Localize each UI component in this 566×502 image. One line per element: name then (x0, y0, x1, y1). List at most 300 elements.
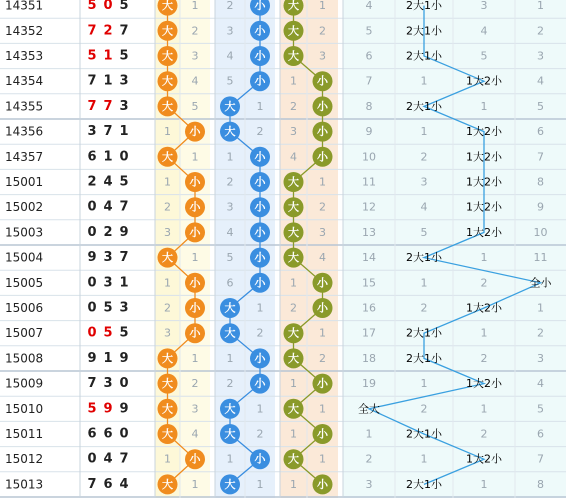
size-pattern-hit: 1大2小 (466, 225, 502, 239)
draw-digit: 1 (119, 124, 129, 140)
issue-number: 14357 (5, 149, 44, 164)
draw-digit: 0 (87, 275, 97, 291)
table-row (5, 225, 129, 240)
size-pattern-miss-count: 8 (537, 477, 544, 491)
size-pattern-miss-count: 1 (480, 477, 488, 491)
size-pattern-miss-count: 3 (420, 175, 428, 189)
size-pattern-hit: 1大2小 (466, 200, 502, 214)
pos1-miss-count: 1 (164, 452, 171, 466)
pos3-miss-count: 2 (290, 99, 297, 113)
size-pattern-miss-count: 2 (420, 150, 428, 164)
size-pattern-hit: 全小 (529, 276, 552, 290)
size-pattern-miss-count: 14 (362, 251, 376, 265)
size-pattern-hit: 2大1小 (406, 477, 442, 491)
draw-digit: 0 (87, 325, 97, 341)
draw-digit: 5 (103, 300, 113, 316)
size-pattern-hit: 2大1小 (406, 427, 442, 441)
draw-digit: 0 (103, 0, 113, 14)
size-pattern-miss-count: 18 (362, 351, 376, 365)
size-pattern-miss-count: 2 (480, 276, 488, 290)
pos1-ball-glyph: 小 (189, 326, 201, 340)
draw-digit: 0 (87, 300, 97, 316)
pos2-miss-count: 3 (226, 200, 234, 214)
size-pattern-miss-count: 1 (480, 402, 488, 416)
pos3-ball-glyph: 大 (288, 49, 299, 63)
draw-digit: 7 (87, 23, 97, 39)
pos2-ball-glyph: 小 (254, 0, 266, 13)
pos3-ball-glyph: 小 (317, 377, 328, 391)
size-pattern-miss-count: 9 (537, 200, 544, 214)
pos2-ball-glyph: 大 (224, 301, 236, 315)
pos1-miss-count: 1 (191, 477, 199, 491)
draw-digit: 7 (119, 23, 129, 39)
size-pattern-miss-count: 1 (537, 0, 544, 13)
issue-number: 15001 (5, 175, 44, 189)
draw-digit: 6 (87, 149, 97, 165)
size-pattern-miss-count: 2 (420, 402, 428, 416)
pos3-ball-glyph: 大 (288, 0, 299, 13)
pos3-miss-count: 2 (319, 24, 326, 38)
draw-digit: 9 (87, 250, 97, 266)
draw-digit: 7 (103, 98, 113, 114)
size-pattern-hit: 1大2小 (466, 150, 502, 164)
draw-digit: 0 (119, 426, 129, 442)
size-pattern-miss-count: 10 (533, 225, 548, 239)
pos2-ball-glyph: 大 (224, 427, 236, 441)
pos2-ball-glyph: 小 (254, 150, 266, 164)
size-pattern-miss-count: 6 (537, 427, 544, 441)
size-pattern-miss-count: 15 (362, 276, 376, 290)
draw-digit: 7 (119, 250, 129, 266)
pos3-ball-glyph: 大 (288, 402, 299, 416)
draw-digit: 7 (87, 476, 97, 492)
pos2-ball-glyph: 小 (254, 225, 266, 239)
pos2-miss-count: 1 (256, 301, 264, 315)
size-pattern-miss-count: 1 (420, 74, 428, 88)
issue-number: 15012 (5, 452, 44, 467)
size-pattern-miss-count: 11 (362, 175, 376, 189)
issue-number: 15004 (5, 250, 44, 265)
table-row (5, 401, 129, 416)
pos1-ball-glyph: 小 (189, 301, 201, 315)
size-pattern-miss-count: 12 (362, 200, 376, 214)
draw-digit: 9 (87, 350, 97, 366)
pos1-ball-glyph: 大 (162, 351, 173, 365)
pos3-miss-count: 4 (319, 251, 326, 265)
draw-digit: 5 (87, 401, 97, 417)
pos1-miss-count: 1 (191, 150, 199, 164)
table-row (5, 250, 129, 265)
pos1-ball-glyph: 大 (162, 99, 173, 113)
pos1-ball-glyph: 小 (189, 175, 201, 189)
pos1-miss-count: 3 (191, 402, 199, 416)
pos2-miss-count: 1 (256, 477, 264, 491)
size-pattern-hit: 1大2小 (466, 175, 502, 189)
table-row (5, 175, 129, 190)
size-pattern-miss-count: 2 (480, 351, 488, 365)
issue-number: 14352 (5, 23, 44, 38)
pos1-ball-glyph: 小 (189, 276, 201, 290)
size-pattern-hit: 1大2小 (466, 74, 502, 88)
size-pattern-miss-count: 4 (365, 0, 373, 13)
draw-digit: 9 (103, 401, 113, 417)
pos3-miss-count: 1 (319, 326, 326, 340)
draw-digit: 0 (87, 224, 97, 240)
pos2-ball-glyph: 小 (254, 175, 266, 189)
table-row (5, 0, 129, 13)
pos3-ball-glyph: 小 (317, 125, 328, 139)
issue-number: 14353 (5, 49, 44, 63)
issue-number: 15005 (5, 275, 44, 290)
draw-digit: 0 (87, 199, 97, 215)
draw-digit: 6 (103, 476, 113, 492)
draw-digit: 0 (119, 149, 129, 165)
pos3-ball-glyph: 大 (288, 251, 299, 265)
size-pattern-miss-count: 1 (420, 377, 428, 391)
draw-digit: 5 (103, 325, 113, 341)
draw-digit: 4 (103, 174, 113, 190)
draw-digit: 4 (119, 476, 129, 492)
pos2-ball-glyph: 小 (254, 74, 266, 88)
pos3-miss-count: 1 (319, 175, 326, 189)
draw-digit: 2 (87, 174, 97, 190)
issue-number: 14354 (5, 74, 44, 89)
pos3-miss-count: 1 (290, 276, 297, 290)
pos3-miss-count: 1 (290, 74, 297, 88)
pos1-ball-glyph: 大 (162, 477, 173, 491)
size-pattern-miss-count: 2 (537, 24, 544, 38)
draw-digit: 9 (119, 224, 129, 240)
size-pattern-miss-count: 19 (362, 377, 376, 391)
table-row (5, 149, 129, 164)
size-pattern-hit: 2大1小 (406, 49, 442, 63)
size-pattern-hit: 2大1小 (406, 0, 442, 13)
draw-digit: 4 (103, 199, 113, 215)
pos2-ball-glyph: 大 (224, 125, 236, 139)
pos1-miss-count: 3 (164, 326, 171, 340)
pos2-miss-count: 1 (256, 99, 264, 113)
table-row (5, 49, 129, 64)
draw-digit: 3 (103, 250, 113, 266)
pos2-miss-count: 1 (226, 452, 234, 466)
pos3-miss-count: 1 (319, 0, 326, 13)
pos1-miss-count: 5 (191, 99, 199, 113)
size-pattern-miss-count: 3 (537, 351, 544, 365)
pos2-miss-count: 5 (226, 251, 234, 265)
pos2-ball-glyph: 小 (254, 49, 266, 63)
pos2-ball-glyph: 小 (254, 24, 266, 38)
size-pattern-hit: 2大1小 (406, 24, 442, 38)
pos2-miss-count: 1 (226, 150, 234, 164)
draw-digit: 1 (103, 73, 113, 89)
draw-digit: 3 (87, 124, 97, 140)
issue-number: 15013 (5, 477, 44, 492)
size-pattern-miss-count: 7 (365, 74, 373, 88)
pos3-ball-glyph: 大 (288, 24, 299, 38)
pattern-column-bg (343, 0, 566, 498)
table-row (5, 477, 129, 492)
draw-digit: 2 (103, 23, 113, 39)
pos3-miss-count: 1 (319, 402, 326, 416)
pos1-miss-count: 2 (164, 200, 171, 214)
pos1-miss-count: 4 (191, 74, 199, 88)
pos1-miss-count: 3 (191, 49, 199, 63)
draw-digit: 1 (119, 275, 129, 291)
size-pattern-miss-count: 1 (420, 452, 428, 466)
pos1-ball-glyph: 大 (162, 377, 173, 391)
size-pattern-miss-count: 4 (537, 377, 544, 391)
pos3-miss-count: 1 (290, 427, 297, 441)
table-row (5, 301, 129, 316)
pos3-miss-count: 2 (319, 351, 326, 365)
draw-digit: 5 (119, 48, 129, 64)
size-pattern-miss-count: 5 (365, 24, 373, 38)
draw-digit: 3 (119, 73, 129, 89)
size-pattern-hit: 1大2小 (466, 125, 502, 139)
size-pattern-miss-count: 2 (420, 301, 428, 315)
pos1-ball-glyph: 大 (162, 402, 173, 416)
issue-number: 15002 (5, 200, 44, 215)
pos2-miss-count: 2 (256, 125, 264, 139)
pos1-miss-count: 1 (191, 351, 199, 365)
issue-number: 15007 (5, 326, 44, 341)
draw-digit: 3 (103, 376, 113, 392)
draw-digit: 3 (119, 300, 129, 316)
issue-number: 14356 (5, 124, 44, 139)
pos3-miss-count: 2 (319, 200, 326, 214)
issue-number: 15009 (5, 376, 44, 391)
pos1-miss-count: 2 (191, 377, 199, 391)
size-pattern-miss-count: 1 (537, 301, 544, 315)
pos3-ball-glyph: 小 (317, 74, 328, 88)
pos2-miss-count: 2 (256, 427, 264, 441)
pos2-ball-glyph: 小 (254, 377, 266, 391)
pos1-ball-glyph: 小 (189, 225, 201, 239)
table-row (5, 99, 129, 114)
table-row (5, 452, 129, 467)
issue-number: 15008 (5, 351, 44, 366)
size-pattern-miss-count: 5 (420, 225, 428, 239)
pos1-miss-count: 3 (164, 225, 171, 239)
issue-number: 15006 (5, 301, 44, 315)
size-pattern-miss-count: 9 (365, 125, 373, 139)
pos2-miss-count: 6 (226, 276, 234, 290)
pos3-ball-glyph: 小 (317, 301, 328, 315)
draw-digit: 9 (119, 401, 129, 417)
size-pattern-miss-count: 3 (365, 477, 373, 491)
pos1-miss-count: 1 (191, 251, 199, 265)
size-pattern-miss-count: 1 (420, 276, 428, 290)
pos2-miss-count: 2 (226, 377, 234, 391)
size-pattern-miss-count: 4 (420, 200, 428, 214)
pos2-miss-count: 2 (226, 0, 234, 13)
pos3-ball-glyph: 小 (317, 150, 328, 164)
draw-digit: 7 (87, 73, 97, 89)
pos1-miss-count: 4 (191, 427, 199, 441)
draw-digit: 5 (119, 174, 129, 190)
size-pattern-miss-count: 8 (537, 175, 544, 189)
pos1-ball-glyph: 小 (189, 125, 201, 139)
pos1-ball-glyph: 小 (189, 452, 201, 466)
pos2-ball-glyph: 小 (254, 200, 266, 214)
size-pattern-miss-count: 3 (480, 0, 488, 13)
draw-digit: 0 (119, 376, 129, 392)
size-pattern-miss-count: 1 (480, 326, 488, 340)
size-pattern-miss-count: 5 (537, 402, 544, 416)
draw-digit: 5 (119, 0, 129, 14)
pos2-miss-count: 4 (226, 49, 234, 63)
pos1-miss-count: 2 (191, 24, 199, 38)
size-pattern-hit: 2大1小 (406, 251, 442, 265)
draw-digit: 7 (87, 376, 97, 392)
size-pattern-miss-count: 6 (537, 125, 544, 139)
pos3-miss-count: 3 (290, 125, 297, 139)
draw-digit: 3 (119, 98, 129, 114)
draw-digit: 2 (103, 224, 113, 240)
pos1-ball-glyph: 大 (162, 74, 173, 88)
pos3-ball-glyph: 小 (317, 99, 328, 113)
pos2-ball-glyph: 小 (254, 452, 266, 466)
size-pattern-miss-count: 1 (420, 125, 428, 139)
size-pattern-miss-count: 11 (533, 251, 548, 265)
draw-digit: 5 (119, 325, 129, 341)
pos3-miss-count: 3 (319, 225, 326, 239)
issue-number: 15011 (5, 427, 44, 441)
draw-digit: 3 (103, 275, 113, 291)
pos3-miss-count: 1 (290, 377, 297, 391)
table-row (5, 351, 129, 366)
pos3-ball-glyph: 大 (288, 200, 299, 214)
size-pattern-miss-count: 1 (365, 427, 373, 441)
draw-digit: 4 (103, 451, 113, 467)
pos2-ball-glyph: 大 (224, 477, 236, 491)
size-pattern-miss-count: 8 (365, 99, 373, 113)
size-pattern-miss-count: 4 (480, 24, 488, 38)
pos2-ball-glyph: 大 (224, 402, 236, 416)
size-pattern-miss-count: 1 (480, 251, 488, 265)
pos2-miss-count: 3 (226, 24, 234, 38)
size-pattern-miss-count: 16 (362, 301, 376, 315)
pos2-ball-glyph: 大 (224, 99, 236, 113)
pos1-ball-glyph: 大 (162, 0, 173, 13)
pos1-miss-count: 1 (191, 0, 199, 13)
pos2-miss-count: 2 (256, 326, 264, 340)
pos2-miss-count: 4 (226, 225, 234, 239)
table-row (5, 200, 129, 215)
pos2-miss-count: 1 (226, 351, 234, 365)
issue-number: 15010 (5, 401, 44, 416)
size-pattern-miss-count: 10 (362, 150, 376, 164)
size-pattern-miss-count: 7 (537, 452, 544, 466)
size-pattern-miss-count: 2 (365, 452, 373, 466)
size-pattern-miss-count: 13 (362, 225, 376, 239)
pos2-miss-count: 5 (226, 74, 234, 88)
pos3-ball-glyph: 大 (288, 452, 299, 466)
pos3-ball-glyph: 大 (288, 351, 299, 365)
draw-digit: 5 (87, 0, 97, 14)
table-row (5, 74, 129, 89)
pos1-ball-glyph: 大 (162, 251, 173, 265)
size-pattern-hit: 2大1小 (406, 326, 442, 340)
pos1-miss-count: 1 (164, 276, 171, 290)
size-pattern-miss-count: 1 (480, 99, 488, 113)
table-row (5, 376, 129, 391)
pos3-ball-glyph: 大 (288, 326, 299, 340)
pos3-miss-count: 2 (290, 301, 297, 315)
draw-digit: 7 (103, 124, 113, 140)
draw-digit: 1 (103, 149, 113, 165)
pos3-ball-glyph: 小 (317, 427, 328, 441)
pos2-ball-glyph: 小 (254, 276, 266, 290)
size-pattern-hit: 全大 (358, 402, 380, 416)
draw-digit: 7 (119, 451, 129, 467)
issue-number: 15003 (5, 225, 44, 240)
size-pattern-miss-count: 2 (537, 326, 544, 340)
draw-digit: 0 (87, 451, 97, 467)
draw-digit: 1 (103, 48, 113, 64)
issue-number: 14351 (5, 0, 44, 13)
size-pattern-hit: 2大1小 (406, 351, 442, 365)
pos1-ball-glyph: 小 (189, 200, 201, 214)
pos2-ball-glyph: 小 (254, 351, 266, 365)
size-pattern-miss-count: 5 (537, 99, 544, 113)
pos1-miss-count: 1 (164, 125, 171, 139)
size-pattern-miss-count: 6 (365, 49, 373, 63)
pos1-ball-glyph: 大 (162, 150, 173, 164)
pos2-miss-count: 2 (226, 175, 234, 189)
draw-digit: 1 (103, 350, 113, 366)
table-row (5, 124, 129, 139)
size-pattern-miss-count: 2 (480, 427, 488, 441)
size-pattern-hit: 1大2小 (466, 377, 502, 391)
pos2-ball-glyph: 小 (254, 251, 266, 265)
issue-number: 14355 (5, 99, 44, 114)
pos3-ball-glyph: 小 (317, 477, 328, 491)
size-pattern-hit: 2大1小 (406, 99, 442, 113)
pos1-ball-glyph: 大 (162, 427, 173, 441)
table-row (5, 427, 129, 442)
size-pattern-miss-count: 5 (480, 49, 488, 63)
pos1-miss-count: 1 (164, 175, 171, 189)
pos2-ball-glyph: 大 (224, 326, 236, 340)
draw-digit: 6 (87, 426, 97, 442)
pos3-ball-glyph: 大 (288, 175, 299, 189)
size-pattern-miss-count: 7 (537, 150, 544, 164)
draw-digit: 5 (87, 48, 97, 64)
draw-digit: 7 (119, 199, 129, 215)
draw-digit: 7 (87, 98, 97, 114)
pos1-miss-count: 2 (164, 301, 171, 315)
draw-digit: 6 (103, 426, 113, 442)
table-row (5, 275, 129, 290)
pos3-ball-glyph: 小 (317, 276, 328, 290)
draw-digit: 9 (119, 350, 129, 366)
size-pattern-miss-count: 3 (537, 49, 544, 63)
table-row (5, 23, 129, 38)
pos1-ball-glyph: 大 (162, 24, 173, 38)
size-pattern-miss-count: 4 (537, 74, 544, 88)
pos3-miss-count: 4 (290, 150, 297, 164)
size-pattern-hit: 1大2小 (466, 301, 502, 315)
pos2-miss-count: 1 (256, 402, 264, 416)
pos3-miss-count: 1 (319, 452, 326, 466)
table-row (5, 326, 129, 341)
pos3-ball-glyph: 大 (288, 225, 299, 239)
pos3-miss-count: 1 (290, 477, 297, 491)
pos1-ball-glyph: 大 (162, 49, 173, 63)
pos3-miss-count: 3 (319, 49, 326, 63)
size-pattern-hit: 1大2小 (466, 452, 502, 466)
